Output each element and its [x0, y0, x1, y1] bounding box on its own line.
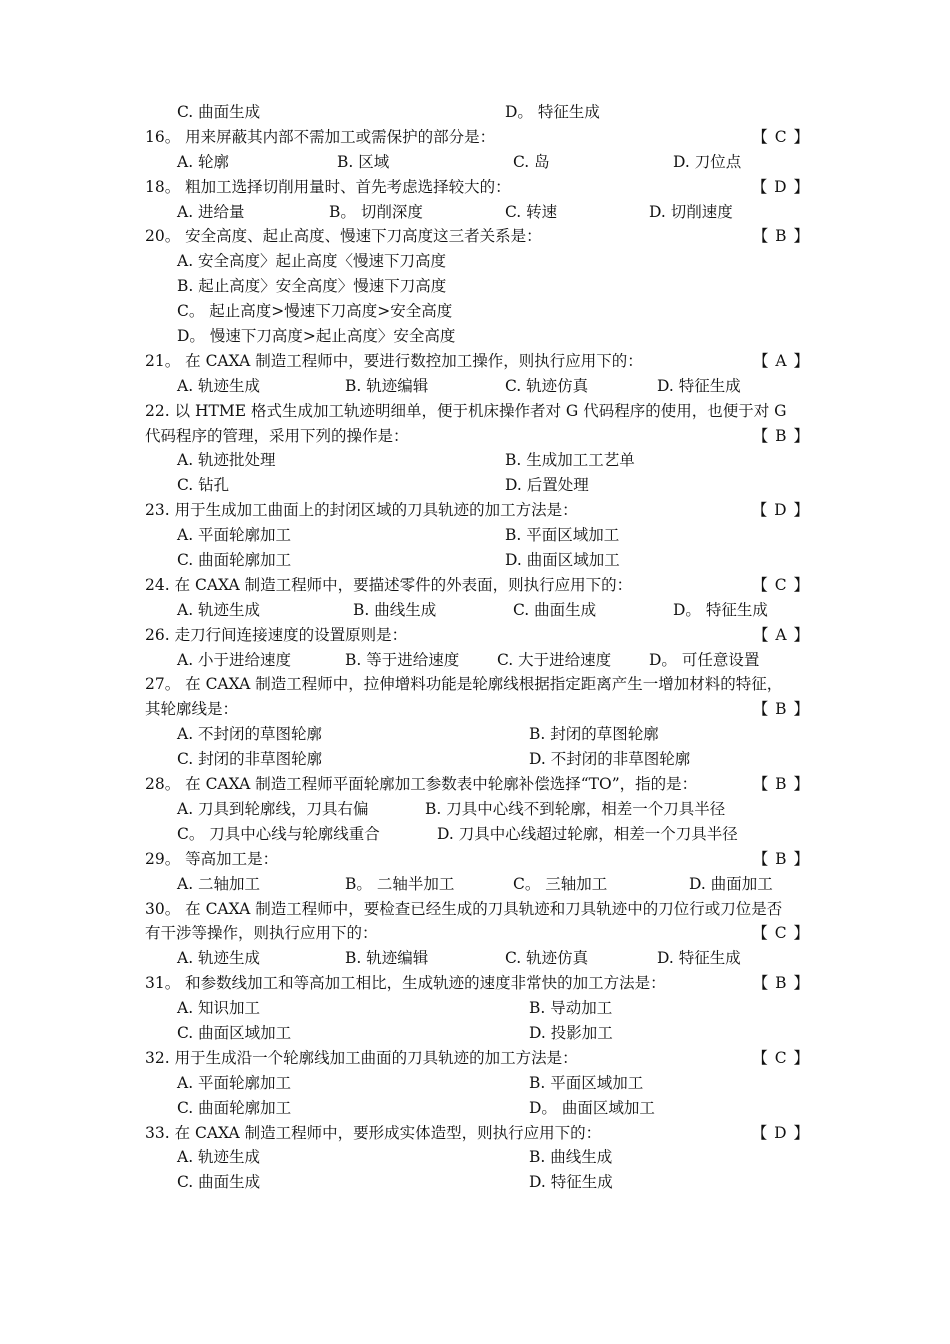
- answer-bracket: 【 C 】: [752, 127, 810, 146]
- options-row: [145, 100, 810, 125]
- option-text: A. 轨迹生成: [177, 1148, 261, 1167]
- question-line: [145, 847, 810, 872]
- question-list: [145, 100, 810, 1195]
- question-line: [145, 772, 810, 797]
- option-text: C. 岛: [513, 152, 550, 171]
- option-text: A. 轨迹生成: [177, 600, 261, 619]
- option-text: B. 轨迹编辑: [345, 949, 429, 968]
- option-text: D。 可任意设置: [649, 650, 760, 669]
- answer-bracket: 【 D 】: [751, 177, 810, 196]
- answer-bracket: 【 A 】: [752, 351, 810, 370]
- option-text: A. 不封闭的草图轮廓: [177, 725, 323, 744]
- option-text: B. 平面区域加工: [529, 1073, 644, 1092]
- option-text: A. 轨迹批处理: [177, 451, 276, 470]
- option-text: C. 曲面轮廓加工: [177, 1098, 292, 1117]
- options-row: [145, 200, 810, 225]
- question-text: 30。 在 CAXA 制造工程师中，要检查已经生成的刀具轨迹和刀具轨迹中的刀位行或刀位是否: [145, 899, 783, 918]
- question-line: [145, 175, 810, 200]
- options-row: [145, 598, 810, 623]
- question-text: 23. 用于生成加工曲面上的封闭区域的刀具轨迹的加工方法是：: [145, 501, 578, 520]
- option-text: C. 大于进给速度: [497, 650, 612, 669]
- option-text: D. 特征生成: [657, 949, 741, 968]
- question-text: 33. 在 CAXA 制造工程师中，要形成实体造型，则执行应用下的：: [145, 1123, 602, 1142]
- option-text: B。 切削深度: [329, 202, 423, 221]
- option-text: B. 封闭的草图轮廓: [529, 725, 659, 744]
- option-text: D。 特征生成: [673, 600, 768, 619]
- option-text: D. 切削速度: [649, 202, 733, 221]
- option-text: B. 起止高度〉安全高度〉慢速下刀高度: [177, 277, 447, 296]
- question-line: [145, 573, 810, 598]
- option-text: A. 刀具到轮廓线，刀具右偏: [177, 799, 369, 818]
- options-row: [145, 747, 810, 772]
- answer-bracket: 【 C 】: [752, 924, 810, 943]
- options-row: [145, 648, 810, 673]
- options-row: [145, 872, 810, 897]
- option-text: A. 平面轮廓加工: [177, 1073, 292, 1092]
- option-text: A. 安全高度〉起止高度〈慢速下刀高度: [177, 252, 447, 271]
- options-row: [145, 822, 810, 847]
- answer-bracket: 【 B 】: [752, 426, 810, 445]
- option-text: B. 生成加工工艺单: [505, 451, 635, 470]
- option-text: C. 轨迹仿真: [505, 949, 589, 968]
- option-text: B. 轨迹编辑: [345, 376, 429, 395]
- question-text: 18。 粗加工选择切削用量时、首先考虑选择较大的：: [145, 177, 511, 196]
- option-text: D. 投影加工: [529, 1023, 613, 1042]
- options-row: [145, 996, 810, 1021]
- question-text: 26. 走刀行间连接速度的设置原则是：: [145, 625, 408, 644]
- options-row: [145, 523, 810, 548]
- option-text: C. 曲面区域加工: [177, 1023, 292, 1042]
- option-line: [145, 249, 810, 274]
- question-line: [145, 424, 810, 449]
- option-text: C. 曲面生成: [177, 1173, 261, 1192]
- question-line: [145, 971, 810, 996]
- option-text: D。 曲面区域加工: [529, 1098, 655, 1117]
- question-line: [145, 498, 810, 523]
- option-text: C. 转速: [505, 202, 558, 221]
- question-line: [145, 1046, 810, 1071]
- option-text: B. 导动加工: [529, 999, 613, 1018]
- option-text: D。 特征生成: [505, 103, 600, 121]
- question-text: 代码程序的管理，采用下列的操作是：: [145, 426, 409, 445]
- question-line: [145, 672, 810, 697]
- option-text: D. 曲面加工: [689, 874, 773, 893]
- option-text: C。 刀具中心线与轮廓线重合: [177, 824, 380, 843]
- option-line: [145, 299, 810, 324]
- option-text: A. 轨迹生成: [177, 949, 261, 968]
- option-text: A. 轮廓: [177, 152, 230, 171]
- option-text: D. 刀具中心线超过轮廓，相差一个刀具半径: [437, 824, 738, 843]
- question-line: [145, 697, 810, 722]
- option-text: C. 轨迹仿真: [505, 376, 589, 395]
- option-text: D. 曲面区域加工: [505, 551, 620, 570]
- question-text: 32. 用于生成沿一个轮廓线加工曲面的刀具轨迹的加工方法是：: [145, 1048, 578, 1067]
- option-text: A. 知识加工: [177, 999, 261, 1018]
- answer-bracket: 【 B 】: [752, 974, 810, 993]
- answer-bracket: 【 B 】: [752, 227, 810, 246]
- options-row: [145, 473, 810, 498]
- option-text: A. 小于进给速度: [177, 650, 292, 669]
- option-text: A. 轨迹生成: [177, 376, 261, 395]
- question-line: [145, 349, 810, 374]
- question-text: 27。 在 CAXA 制造工程师中，拉伸增料功能是轮廓线根据指定距离产生一增加材料的特征，: [145, 675, 783, 694]
- option-text: C. 曲面轮廓加工: [177, 551, 292, 570]
- question-line: [145, 125, 810, 150]
- question-line: [145, 897, 810, 922]
- option-text: C. 钻孔: [177, 476, 230, 495]
- option-text: A. 进给量: [177, 202, 245, 221]
- question-text: 16。 用来屏蔽其内部不需加工或需保护的部分是：: [145, 127, 496, 146]
- option-text: A. 二轴加工: [177, 874, 261, 893]
- option-text: B. 等于进给速度: [345, 650, 460, 669]
- question-line: [145, 399, 810, 424]
- option-text: D. 特征生成: [529, 1173, 613, 1192]
- options-row: [145, 548, 810, 573]
- options-row: [145, 1096, 810, 1121]
- option-text: D. 不封闭的非草图轮廓: [529, 750, 691, 769]
- question-text: 31。 和参数线加工和等高加工相比，生成轨迹的速度非常快的加工方法是：: [145, 974, 666, 993]
- question-text: 28。 在 CAXA 制造工程师平面轮廓加工参数表中轮廓补偿选择“TO”，指的是：: [145, 775, 698, 794]
- options-row: [145, 797, 810, 822]
- option-text: C。 三轴加工: [513, 874, 608, 893]
- question-text: 21。 在 CAXA 制造工程师中，要进行数控加工操作，则执行应用下的：: [145, 351, 643, 370]
- question-line: [145, 1121, 810, 1146]
- answer-bracket: 【 C 】: [752, 1048, 810, 1067]
- option-text: D。 慢速下刀高度>起止高度〉安全高度: [177, 327, 456, 346]
- options-row: [145, 1170, 810, 1195]
- question-text: 24. 在 CAXA 制造工程师中，要描述零件的外表面，则执行应用下的：: [145, 575, 633, 594]
- option-text: B. 曲线生成: [529, 1148, 613, 1167]
- question-line: [145, 224, 810, 249]
- options-row: [145, 448, 810, 473]
- options-row: [145, 1071, 810, 1096]
- answer-bracket: 【 D 】: [751, 501, 810, 520]
- option-text: A. 平面轮廓加工: [177, 526, 292, 545]
- option-text: C. 封闭的非草图轮廓: [177, 750, 323, 769]
- answer-bracket: 【 D 】: [751, 1123, 810, 1142]
- options-row: [145, 374, 810, 399]
- option-text: D. 特征生成: [657, 376, 741, 395]
- option-text: D. 后置处理: [505, 476, 589, 495]
- option-text: C. 曲面生成: [513, 600, 597, 619]
- option-text: B. 刀具中心线不到轮廓，相差一个刀具半径: [425, 799, 726, 818]
- options-row: [145, 722, 810, 747]
- option-text: B. 区域: [337, 152, 390, 171]
- question-line: [145, 623, 810, 648]
- options-row: [145, 1021, 810, 1046]
- question-text: 22. 以 HTME 格式生成加工轨迹明细单，便于机床操作者对 G 代码程序的使用，也便于对 G: [145, 401, 787, 420]
- option-line: [145, 324, 810, 349]
- answer-bracket: 【 B 】: [752, 700, 810, 719]
- question-line: [145, 921, 810, 946]
- options-row: [145, 946, 810, 971]
- question-text: 29。 等高加工是：: [145, 849, 279, 868]
- option-text: C. 曲面生成: [177, 103, 261, 121]
- option-text: B。 二轴半加工: [345, 874, 455, 893]
- answer-bracket: 【 B 】: [752, 849, 810, 868]
- option-text: D. 刀位点: [673, 152, 742, 171]
- question-text: 有干涉等操作，则执行应用下的：: [145, 924, 378, 943]
- answer-bracket: 【 B 】: [752, 775, 810, 794]
- question-text: 其轮廓线是：: [145, 700, 239, 719]
- options-row: [145, 1145, 810, 1170]
- question-text: 20。 安全高度、起止高度、慢速下刀高度这三者关系是：: [145, 227, 542, 246]
- options-row: [145, 150, 810, 175]
- option-text: B. 曲线生成: [353, 600, 437, 619]
- answer-bracket: 【 C 】: [752, 575, 810, 594]
- answer-bracket: 【 A 】: [752, 625, 810, 644]
- option-text: C。 起止高度>慢速下刀高度>安全高度: [177, 302, 453, 321]
- option-text: B. 平面区域加工: [505, 526, 620, 545]
- option-line: [145, 274, 810, 299]
